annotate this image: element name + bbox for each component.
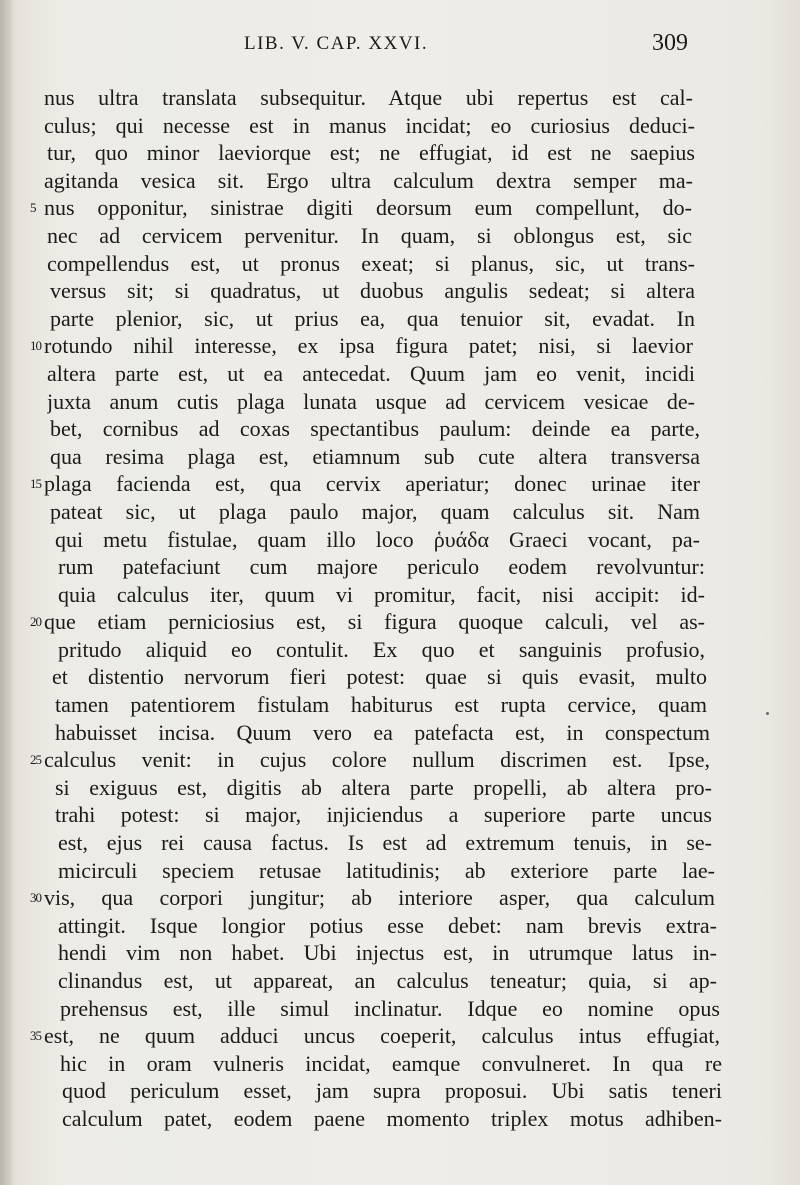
text-line (0, 526, 800, 554)
line-text: trahi potest: si major, injiciendus a superiore parte uncus (55, 802, 712, 828)
paper-speck (766, 712, 769, 715)
line-text: clinandus est, ut appareat, an calculus teneatur; quia, si ap- (58, 968, 717, 993)
text-line (0, 636, 800, 664)
text-line (0, 250, 800, 278)
text-line (0, 415, 800, 443)
line-text: juxta anum cutis plaga lunata usque ad cervicem vesicae de- (47, 388, 695, 414)
line-text: bet, cornibus ad coxas spectantibus paulum: deinde ea parte, (50, 416, 700, 442)
text-line (0, 774, 800, 802)
text-line (0, 884, 800, 912)
text-line (0, 663, 800, 691)
line-text: quia calculus iter, quum vi promitur, facit, nisi accipit: id- (58, 581, 705, 607)
text-line (0, 857, 800, 885)
line-text: nec ad cervicem pervenitur. In quam, si oblongus est, sic (47, 222, 692, 248)
line-text: est, ne quum adduci uncus coeperit, calculus intus effugiat, (44, 1023, 720, 1049)
text-line (0, 746, 800, 774)
line-text: altera parte est, ut ea antecedat. Quum jam eo venit, incidi (47, 360, 695, 386)
line-number: 20 (30, 614, 41, 630)
line-text: tur, quo minor laeviorque est; ne effugiat, id est ne saepius (47, 140, 695, 166)
text-line (0, 967, 800, 995)
line-text: rotundo nihil interesse, ex ipsa figura patet; nisi, si laevior (44, 333, 693, 359)
line-number: 25 (30, 752, 41, 768)
text-line (0, 608, 800, 636)
line-text: nus ultra translata subsequitur. Atque ubi repertus est cal- (44, 85, 693, 110)
line-text: pateat sic, ut plaga paulo major, quam calculus sit. Nam (50, 498, 700, 524)
line-number: 15 (30, 476, 41, 492)
text-line (0, 194, 800, 222)
line-text: attingit. Isque longior potius esse debet: nam brevis extra- (58, 912, 717, 938)
line-text: et distentio nervorum fieri potest: quae si quis evasit, multo (52, 664, 707, 690)
text-line (0, 691, 800, 719)
text-line (0, 912, 800, 940)
line-text: calculum patet, eodem paene momento triplex motus adhiben- (62, 1105, 722, 1131)
line-text: tamen patentiorem fistulam habiturus est rupta cervice, quam (55, 692, 707, 718)
text-line (0, 939, 800, 967)
text-line (0, 995, 800, 1023)
text-line (0, 1105, 800, 1133)
body-text (0, 84, 800, 1133)
text-line (0, 829, 800, 857)
line-text: si exiguus est, digitis ab altera parte propelli, ab altera pro- (55, 774, 712, 800)
line-text: qua resima plaga est, etiamnum sub cute altera transversa (50, 443, 700, 469)
line-text: quod periculum esset, jam supra proposui. Ubi satis teneri (62, 1078, 722, 1104)
text-line (0, 1077, 800, 1105)
line-text: calculus venit: in cujus colore nullum discrimen est. Ipse, (44, 747, 710, 773)
text-line (0, 305, 800, 333)
text-line (0, 360, 800, 388)
chapter-heading: LIB. V. CAP. XXVI. (244, 33, 429, 54)
text-line (0, 277, 800, 305)
line-text: versus sit; si quadratus, ut duobus angulis sedeat; si altera (50, 278, 695, 304)
text-line (0, 719, 800, 747)
text-line (0, 498, 800, 526)
text-line (0, 84, 800, 112)
line-text: nus opponitur, sinistrae digiti deorsum eum compellunt, do- (44, 195, 692, 221)
line-text: rum patefaciunt cum majore periculo eodem revolvuntur: (58, 554, 705, 580)
text-line (0, 167, 800, 195)
line-text: agitanda vesica sit. Ergo ultra calculum dextra semper ma- (44, 167, 693, 193)
running-head (0, 30, 800, 60)
text-line (0, 222, 800, 250)
line-text: parte plenior, sic, ut prius ea, qua tenuior sit, evadat. In (50, 305, 695, 331)
line-number: 10 (30, 338, 41, 354)
line-text: qui metu fistulae, quam illo loco ῥυάδα Graeci vocant, pa- (55, 526, 700, 552)
text-line (0, 443, 800, 471)
text-line (0, 581, 800, 609)
line-text: compellendus est, ut pronus exeat; si planus, sic, ut trans- (47, 250, 695, 276)
line-text: hic in oram vulneris incidat, eamque convulneret. In qua re (60, 1050, 722, 1076)
text-line (0, 801, 800, 829)
line-text: prehensus est, ille simul inclinatur. Idque eo nomine opus (60, 995, 720, 1021)
page-number: 309 (652, 30, 688, 56)
line-text: pritudo aliquid eo contulit. Ex quo et sanguinis profusio, (58, 636, 705, 662)
line-text: vis, qua corpori jungitur; ab interiore asper, qua calculum (44, 885, 715, 911)
text-line (0, 388, 800, 416)
text-line (0, 1050, 800, 1078)
text-line (0, 332, 800, 360)
line-text: que etiam perniciosius est, si figura quoque calculi, vel as- (44, 609, 705, 635)
text-line (0, 112, 800, 140)
line-text: hendi vim non habet. Ubi injectus est, in utrumque latus in- (58, 940, 717, 966)
line-number: 5 (30, 200, 36, 216)
text-line (0, 1022, 800, 1050)
text-line (0, 139, 800, 167)
line-text: habuisset incisa. Quum vero ea patefacta est, in conspectum (55, 719, 710, 745)
text-line (0, 470, 800, 498)
line-text: plaga facienda est, qua cervix aperiatur; donec urinae iter (44, 471, 700, 497)
text-line (0, 553, 800, 581)
line-text: micirculi speciem retusae latitudinis; ab exteriore parte lae- (58, 857, 715, 883)
line-number: 30 (30, 890, 41, 906)
line-number: 35 (30, 1028, 41, 1044)
line-text: est, ejus rei causa factus. Is est ad extremum tenuis, in se- (58, 830, 712, 856)
line-text: culus; qui necesse est in manus incidat; eo curiosius deduci- (44, 112, 695, 138)
